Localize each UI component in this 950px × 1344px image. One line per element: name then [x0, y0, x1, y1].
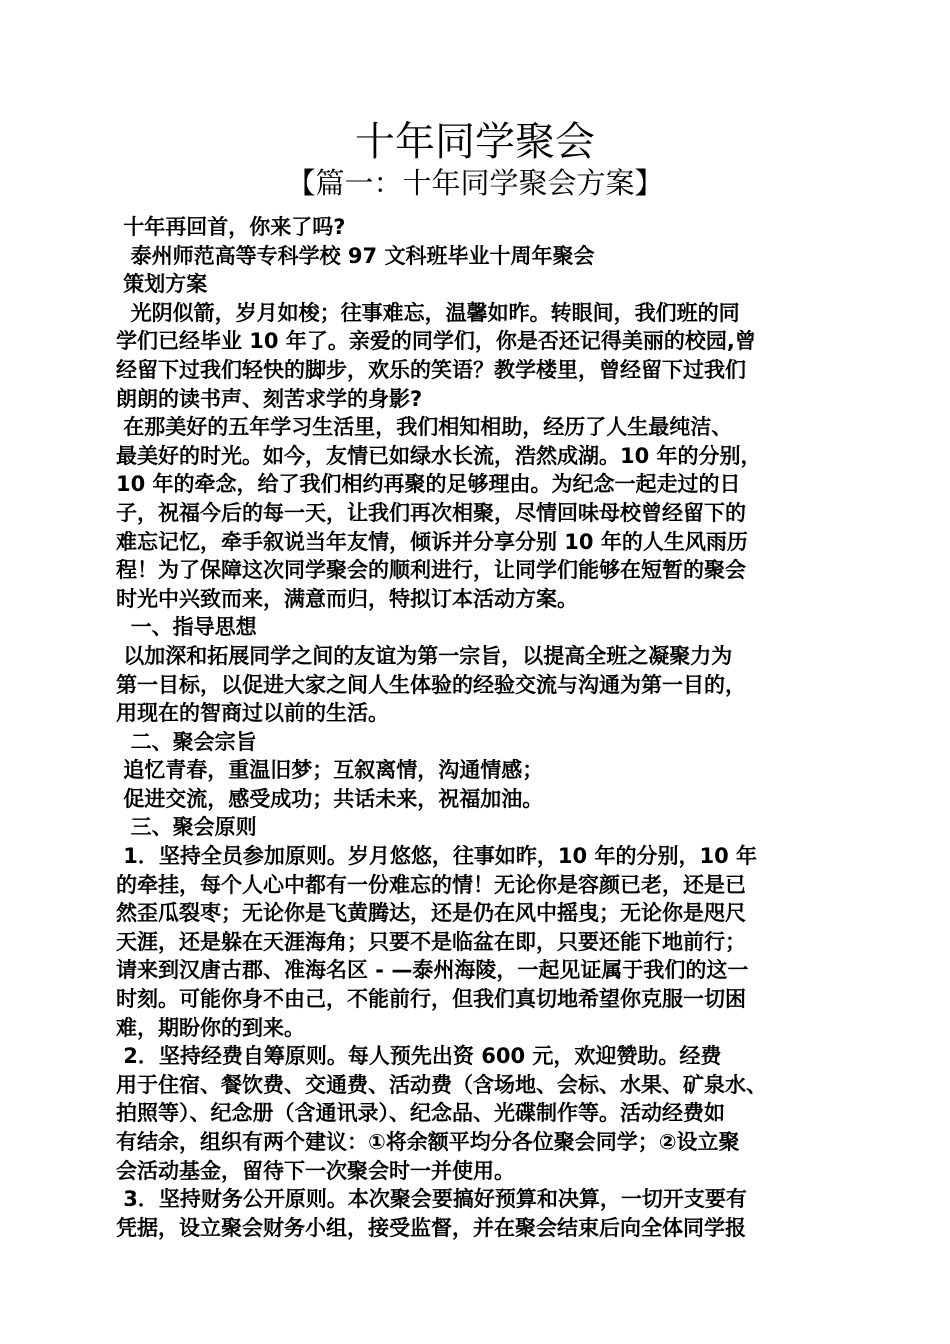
text-line: 难忘记忆，牵手叙说当年友情，倾诉并分享分别 10 年的人生风雨历: [116, 529, 748, 554]
text-line: 凭据，设立聚会财务小组，接受监督，并在聚会结束后向全体同学报: [116, 1215, 746, 1240]
text-line: 以加深和拓展同学之间的友谊为第一宗旨，以提高全班之凝聚力为: [116, 643, 733, 668]
text-line: 有结余，组织有两个建议：①将余额平均分各位聚会同学；②设立聚: [116, 1130, 740, 1154]
document-body: [116, 213, 838, 1242]
text-line: 难，期盼你的到来。: [116, 1015, 305, 1040]
text-line: 请来到汉唐古郡、准海名区 - —泰州海陵，一起见证属于我们的这一: [116, 958, 749, 983]
text-line: 促进交流，感受成功；共话未来，祝福加油。: [116, 786, 544, 811]
text-line: 拍照等）、纪念册（含通讯录）、纪念品、光碟制作等。活动经费如: [116, 1101, 725, 1126]
text-line: 1．坚持全员参加原则。岁月悠悠，往事如昨，10 年的分别，10 年: [116, 844, 757, 869]
text-line: 的牵挂，每个人心中都有一份难忘的情！无论你是容颜已老，还是已: [116, 872, 746, 897]
text-line: 用现在的智商过以前的生活。: [116, 701, 389, 726]
text-line: 用于住宿、餐饮费、交通费、活动费（含场地、会标、水果、矿泉水、: [116, 1072, 767, 1097]
text-line: 策划方案: [116, 272, 208, 297]
text-line: 最美好的时光。如今，友情已如绿水长流，浩然成湖。10 年的分别，: [116, 443, 762, 468]
text-line: 子，祝福今后的每一天，让我们再次相聚，尽情回味母校曾经留下的: [116, 500, 746, 525]
text-line: 三、聚会原则: [116, 815, 257, 840]
text-line: 10 年的牵念，给了我们相约再聚的足够理由。为纪念一起走过的日: [116, 472, 741, 497]
text-line: 经留下过我们轻快的脚步，欢乐的笑语？教学楼里，曾经留下过我们: [116, 357, 746, 382]
text-line: 十年再回首，你来了吗?: [116, 215, 346, 239]
text-line: 3．坚持财务公开原则。本次聚会要搞好预算和决算，一切开支要有: [116, 1187, 747, 1212]
document-title: 十年同学聚会: [355, 119, 595, 165]
text-line: 会活动基金，留待下一次聚会时一并使用。: [116, 1158, 515, 1183]
text-line: 追忆青春，重温旧梦；互叙离情，沟通情感；: [116, 758, 544, 783]
text-line: 二、聚会宗旨: [116, 729, 257, 754]
text-line: 第一目标，以促进大家之间人生体验的经验交流与沟通为第一目的，: [116, 672, 746, 697]
text-line: 天涯，还是躲在天涯海角；只要不是临盆在即，只要还能下地前行；: [116, 929, 746, 954]
text-line: 在那美好的五年学习生活里，我们相知相助，经历了人生最纯洁、: [116, 415, 733, 440]
text-line: 然歪瓜裂枣；无论你是飞黄腾达，还是仍在风中摇曳；无论你是咫尺: [116, 901, 746, 926]
document-subtitle: 【篇一：十年同学聚会方案】: [286, 166, 664, 200]
text-line: 学们已经毕业 10 年了。亲爱的同学们，你是否还记得美丽的校园,曾: [116, 329, 756, 354]
text-line: 程！为了保障这次同学聚会的顺利进行，让同学们能够在短暂的聚会: [116, 558, 746, 583]
text-line: 时刻。可能你身不由己，不能前行，但我们真切地希望你克服一切困: [116, 987, 746, 1012]
text-line: 时光中兴致而来，满意而归，特拟订本活动方案。: [116, 586, 578, 611]
text-line: 一、指导思想: [116, 615, 257, 640]
text-line: 泰州师范高等专科学校 97 文科班毕业十周年聚会: [116, 243, 595, 268]
text-line: 朗朗的读书声、刻苦求学的身影?: [116, 386, 423, 411]
text-line: 光阴似箭，岁月如梭；往事难忘，温馨如昨。转眼间，我们班的同: [116, 300, 740, 325]
text-line: 2．坚持经费自筹原则。每人预先出资 600 元，欢迎赞助。经费: [116, 1044, 722, 1069]
